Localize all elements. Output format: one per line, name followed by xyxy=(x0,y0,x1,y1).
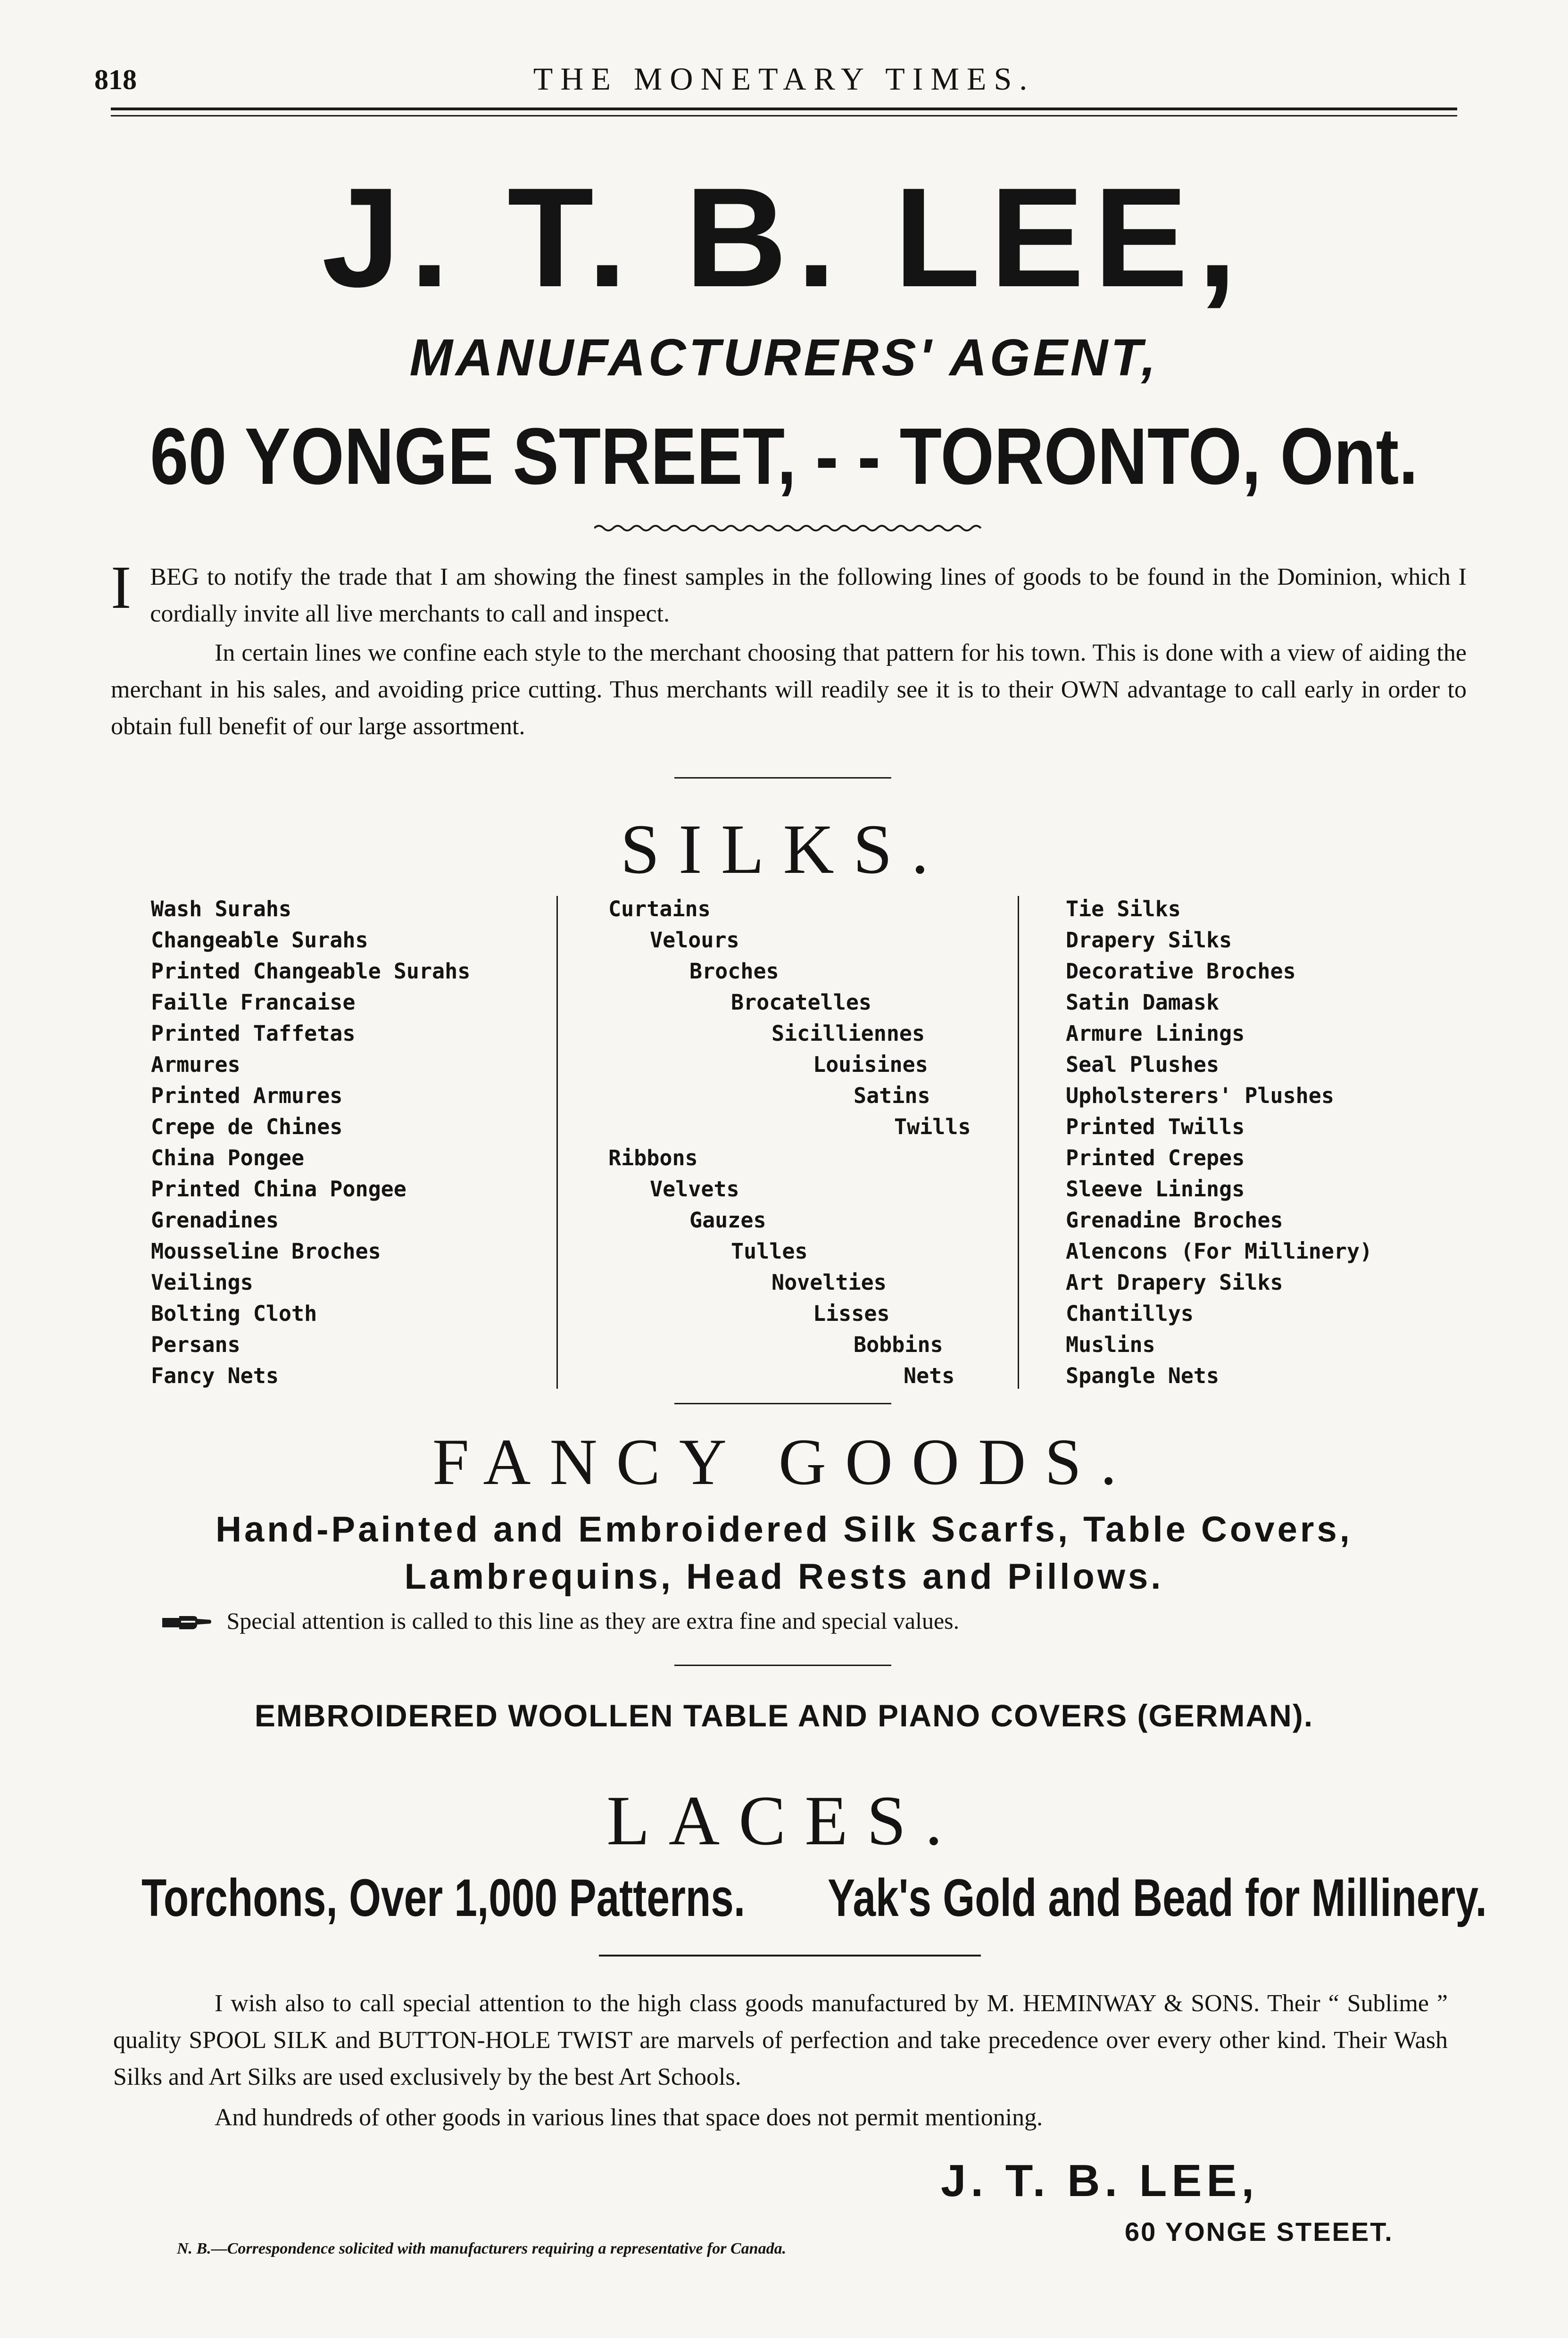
laces-torchons: Torchons, Over 1,000 Patterns. xyxy=(141,1868,746,1927)
silks-column-2 xyxy=(608,894,971,1392)
wavy-ornament xyxy=(594,521,986,535)
list-item: Printed China Pongee xyxy=(151,1177,407,1202)
list-item: Printed Changeable Surahs xyxy=(151,959,471,984)
column-divider-1 xyxy=(556,896,558,1389)
list-item: Muslins xyxy=(1066,1332,1155,1357)
list-item: Printed Crepes xyxy=(1066,1145,1245,1170)
fancy-goods-title: FANCY GOODS. xyxy=(432,1426,1136,1499)
list-item: Veilings xyxy=(151,1270,253,1295)
header-rule-bottom xyxy=(111,115,1457,116)
list-item: Decorative Broches xyxy=(1066,959,1296,984)
closing-paragraph-2: And hundreds of other goods in various lines that space does not permit mentioning. xyxy=(215,2104,1043,2131)
divider-4 xyxy=(599,1955,981,1957)
column-divider-2 xyxy=(1018,896,1019,1389)
list-item: Printed Armures xyxy=(151,1083,343,1108)
list-item: Fancy Nets xyxy=(151,1363,279,1388)
drop-cap: I xyxy=(111,554,132,622)
fancy-goods-note xyxy=(160,1607,959,1634)
intro-paragraph-2: In certain lines we confine each style to the merchant choosing that pattern for his town. This is done with a view of aiding the merchant in his sales, and avoiding price cutting. Thus merchants will readily see it is to their OWN advantage to call early in order to obtain full benefit of our large assortment. xyxy=(111,639,1467,740)
embroidered-covers: EMBROIDERED WOOLLEN TABLE AND PIANO COVERS (GERMAN). xyxy=(254,1698,1314,1733)
divider-1 xyxy=(674,777,891,779)
running-title: THE MONETARY TIMES. xyxy=(533,61,1035,97)
laces-title: LACES. xyxy=(606,1782,962,1860)
list-item: Armure Linings xyxy=(1066,1021,1245,1046)
list-item: Armures xyxy=(151,1052,241,1077)
list-item: Tie Silks xyxy=(1066,896,1181,921)
intro-paragraph-1 xyxy=(111,554,1467,632)
list-item: Grenadines xyxy=(151,1208,279,1233)
list-item: Spangle Nets xyxy=(1066,1363,1220,1388)
list-item: Printed Twills xyxy=(1066,1114,1245,1139)
list-item: Velours xyxy=(650,928,739,953)
list-item: Novelties xyxy=(772,1270,887,1295)
advertiser-address: 60 YONGE STREET, - - TORONTO, Ont. xyxy=(150,412,1418,501)
list-item: Satin Damask xyxy=(1066,990,1220,1015)
header-rule-top xyxy=(111,108,1457,110)
advertiser-name: J. T. B. LEE, xyxy=(322,158,1246,316)
fancy-goods-line-1: Hand-Painted and Embroidered Silk Scarfs, Table Covers, xyxy=(216,1509,1352,1550)
list-item: Faille Francaise xyxy=(151,990,356,1015)
list-item: China Pongee xyxy=(151,1145,305,1170)
list-item: Gauzes xyxy=(689,1208,766,1233)
divider-3 xyxy=(674,1665,891,1666)
pointing-hand-icon xyxy=(160,1614,212,1633)
list-item: Bobbins xyxy=(854,1332,943,1357)
silks-column-1 xyxy=(151,894,470,1392)
list-item: Grenadine Broches xyxy=(1066,1208,1283,1233)
list-item: Broches xyxy=(689,959,779,984)
closing-paragraph-1: I wish also to call special attention to the high class goods manufactured by M. HEMINWAY & SONS. Their “ Sublime ” quality SPOOL SILK and BUTTON-HOLE TWIST are marvels of perfection and take precedence over every other kind. Their Wash Silks and Art Silks are used exclusively by the best Art Schools. xyxy=(113,1990,1448,2090)
fancy-goods-note-text: Special attention is called to this line as they are extra fine and special values. xyxy=(226,1608,960,1634)
list-item: Lisses xyxy=(813,1301,890,1326)
list-item: Tulles xyxy=(731,1239,808,1264)
silks-column-3 xyxy=(1066,894,1372,1392)
list-item: Drapery Silks xyxy=(1066,928,1232,953)
list-item: Bolting Cloth xyxy=(151,1301,317,1326)
advertiser-role: MANUFACTURERS' AGENT, xyxy=(409,329,1159,387)
footnote: N. B.—Correspondence solicited with manufacturers requiring a representative for Canada. xyxy=(177,2240,787,2257)
page-number: 818 xyxy=(94,64,137,95)
list-item: Louisines xyxy=(813,1052,928,1077)
list-item: Brocatelles xyxy=(731,990,872,1015)
list-item: Ribbons xyxy=(608,1145,698,1170)
signature-address: 60 YONGE STEEET. xyxy=(1125,2217,1394,2247)
list-item: Changeable Surahs xyxy=(151,928,368,953)
list-item: Wash Surahs xyxy=(151,896,292,921)
list-item: Printed Taffetas xyxy=(151,1021,356,1046)
list-item: Satins xyxy=(854,1083,930,1108)
fancy-goods-line-2: Lambrequins, Head Rests and Pillows. xyxy=(404,1557,1164,1597)
list-item: Twills xyxy=(894,1114,971,1139)
list-item: Seal Plushes xyxy=(1066,1052,1220,1077)
list-item: Sleeve Linings xyxy=(1066,1177,1245,1202)
list-item: Mousseline Broches xyxy=(151,1239,381,1264)
silks-title: SILKS. xyxy=(620,810,948,888)
list-item: Upholsterers' Plushes xyxy=(1066,1083,1334,1108)
list-item: Sicilliennes xyxy=(772,1021,925,1046)
list-item: Chantillys xyxy=(1066,1301,1194,1326)
list-item: Art Drapery Silks xyxy=(1066,1270,1283,1295)
intro-text-1: BEG to notify the trade that I am showing the finest samples in the following lines of goods to be found in the Dominion, which I cordially invite all live merchants to call and inspect. xyxy=(150,564,1467,627)
list-item: Alencons (For Millinery) xyxy=(1066,1239,1373,1264)
list-item: Persans xyxy=(151,1332,241,1357)
laces-millinery: Yak's Gold and Bead for Millinery. xyxy=(828,1868,1487,1927)
divider-2 xyxy=(674,1403,891,1404)
list-item: Nets xyxy=(904,1363,955,1388)
list-item: Velvets xyxy=(650,1177,739,1202)
signature-name: J. T. B. LEE, xyxy=(941,2156,1259,2206)
list-item: Crepe de Chines xyxy=(151,1114,343,1139)
list-item: Curtains xyxy=(608,896,711,921)
